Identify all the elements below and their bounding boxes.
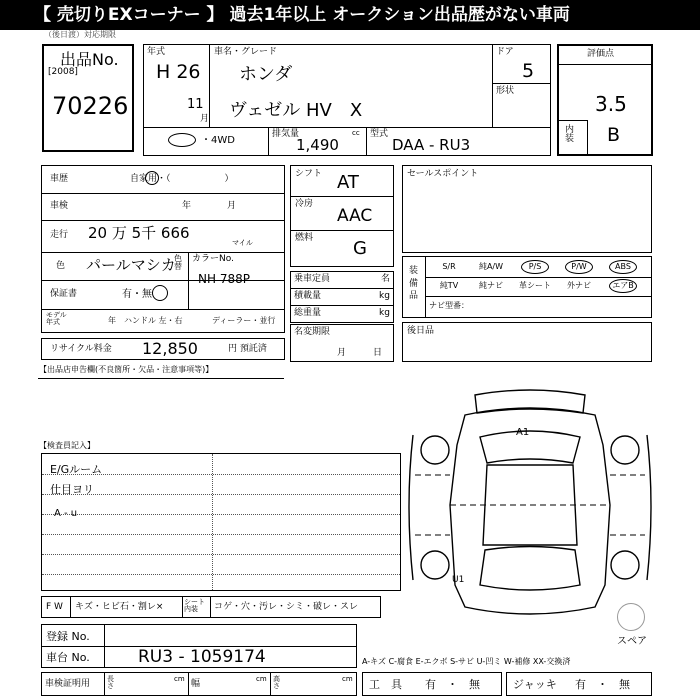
- recycle-unit: 円 預託済: [228, 344, 267, 354]
- lot-box: [42, 44, 134, 152]
- namechange-unit: 月 日: [337, 348, 383, 358]
- car-damage-diagram: [405, 385, 655, 630]
- door-label: ドア: [496, 47, 514, 57]
- later-box: [402, 322, 652, 362]
- colorno-label: カラーNo.: [192, 254, 234, 264]
- equip-ps: P/S: [528, 262, 542, 271]
- fuel-value: G: [353, 238, 367, 259]
- fw-label: F W: [46, 602, 63, 612]
- handle-label: ハンドル 左・右: [124, 316, 183, 325]
- abs-circle: [609, 260, 637, 274]
- tools-label: 工 具: [369, 678, 402, 691]
- inspector-note-1: E/Gルーム: [50, 463, 103, 476]
- pw-circle: [565, 260, 593, 274]
- type-value: DAA - RU3: [392, 136, 471, 154]
- length-label: 長さ: [107, 675, 114, 690]
- mileage-label: 走行: [50, 230, 69, 240]
- spec-box: [290, 165, 394, 267]
- dealer-label: ディーラー・並行: [212, 316, 276, 325]
- registration-label: 登録 No.: [46, 630, 90, 643]
- tools-box: [362, 672, 502, 696]
- sales-box: [402, 165, 652, 253]
- door-value: 5: [522, 60, 535, 82]
- score-label: 評価点: [587, 49, 615, 59]
- year-label: 年式: [147, 47, 166, 57]
- cert-label: 車検証明用: [45, 679, 91, 689]
- width-label: 幅: [191, 679, 201, 689]
- equip-abs: ABS: [615, 262, 631, 271]
- model-year-unit: 年: [108, 316, 116, 325]
- interior-label: 内装: [565, 125, 575, 144]
- history-opts: 自家用・（ ）: [130, 174, 234, 184]
- maker-value: ホンダ: [239, 64, 293, 85]
- color-label: 色: [56, 261, 66, 271]
- fuel-label: 燃料: [295, 233, 314, 243]
- damage-mark-u1: U1: [452, 575, 465, 585]
- load-label: 積載量: [294, 291, 322, 301]
- vehicle-details: [41, 165, 285, 333]
- ps-circle: [521, 260, 549, 274]
- later-label: 後日品: [407, 326, 435, 336]
- tools-options: 有 ・ 無: [425, 678, 480, 691]
- jack-box: [506, 672, 652, 696]
- inspection-label: 車検: [50, 201, 69, 211]
- month-value: 11: [187, 97, 204, 112]
- mileage-unit: マイル: [232, 239, 253, 247]
- recycle-value: 12,850: [142, 339, 198, 358]
- score-value: 3.5: [595, 92, 627, 116]
- inspection-units: 年 月: [182, 201, 237, 211]
- fw-seat-label: シート 内装: [184, 598, 205, 613]
- warranty-circle: [152, 285, 168, 301]
- equipment-label: 装備品: [409, 266, 419, 302]
- equip-airbag: エアB: [612, 281, 634, 290]
- disp-unit: cc: [352, 129, 360, 137]
- equip-sr: S/R: [442, 262, 456, 271]
- cut-top-label: （後日渡）対応期限: [44, 30, 116, 39]
- top-info-grid: [143, 44, 551, 156]
- month-unit: 月: [200, 114, 210, 124]
- drive-value: ・4WD: [201, 135, 235, 146]
- color-value: パールマシカ: [86, 256, 176, 274]
- warranty-opts: 有・無: [122, 289, 152, 300]
- equip-pw: P/W: [571, 262, 587, 271]
- height-unit: cm: [342, 675, 353, 683]
- equip-tv: 純TV: [439, 281, 459, 290]
- equip-aw: 純A/W: [478, 262, 504, 271]
- gross-unit: kg: [379, 308, 390, 318]
- cert-box: [41, 672, 357, 696]
- lot-label: 出品No.: [60, 50, 119, 69]
- interior-value: B: [607, 124, 621, 146]
- jack-options: 有 ・ 無: [575, 678, 630, 691]
- capacity-unit: 名: [381, 274, 391, 284]
- chassis-label: 車台 No.: [46, 651, 90, 664]
- jack-label: ジャッキ: [513, 678, 557, 691]
- spare-tire-icon: [617, 603, 645, 631]
- name-label: 車名・グレード: [214, 47, 278, 57]
- fw-row: [41, 596, 381, 618]
- inspector-label: 【検査員記入】: [39, 441, 95, 450]
- fwd-oval: [168, 133, 196, 147]
- load-unit: kg: [379, 291, 390, 301]
- private-circle: [145, 171, 159, 185]
- shift-label: シフト: [295, 169, 323, 179]
- displacement-value: 1,490: [296, 136, 339, 154]
- fw-interior-options: コゲ・穴・汚レ・シミ・破レ・スレ: [214, 602, 359, 612]
- width-unit: cm: [256, 675, 267, 683]
- equipment-box: [402, 256, 652, 318]
- banner: 【 売切りEXコーナー 】 過去1年以上 オークション出品歴がない車両: [0, 0, 700, 30]
- disp-label: 排気量: [272, 129, 300, 139]
- spare-label: スペア: [617, 636, 647, 647]
- year-value: H 26: [156, 61, 201, 83]
- fw-damage-options: キズ・ヒビ石・割レ×: [75, 602, 164, 612]
- inspector-note-2: 仕目ヨリ: [50, 483, 94, 496]
- colorno-value: NH 788P: [198, 272, 250, 286]
- namechange-label: 名変期限: [294, 327, 331, 337]
- inspector-notes-box: [41, 453, 401, 591]
- shape-label: 形状: [496, 86, 515, 96]
- warranty-label: 保証書: [50, 289, 78, 299]
- model-year-label: モデル年式: [46, 311, 67, 326]
- mileage-value: 20 万 5千 666: [88, 224, 190, 242]
- recycle-label: リサイクル料金: [50, 344, 112, 354]
- history-label: 車歴: [50, 174, 69, 184]
- inspector-note-3: A - u: [54, 508, 78, 519]
- navi-label: ナビ型番：: [429, 301, 469, 310]
- airbag-circle: [609, 279, 637, 293]
- weight-box: [290, 271, 394, 323]
- equip-navi: 純ナビ: [479, 281, 503, 290]
- recycle-box: [41, 338, 285, 360]
- sales-label: セールスポイント: [407, 169, 479, 179]
- type-label: 型式: [370, 129, 389, 139]
- damage-mark-a1: A1: [516, 427, 530, 438]
- length-unit: cm: [174, 675, 185, 683]
- registration-box: [41, 624, 357, 668]
- chassis-value: RU3 - 1059174: [138, 647, 266, 667]
- height-label: 高さ: [273, 675, 280, 690]
- score-box: [557, 44, 653, 156]
- gross-label: 総重量: [294, 308, 322, 318]
- damage-legend: A-キズ C-腐食 E-エクボ S-サビ U-凹ミ W-補修 XX-交換済: [362, 657, 571, 666]
- store-note-label: 【出品店申告欄(不良箇所・欠品・注意事項等)】: [39, 365, 214, 374]
- ac-label: 冷房: [295, 199, 314, 209]
- capacity-label: 乗車定員: [294, 274, 331, 284]
- equip-extnavi: 外ナビ: [567, 281, 591, 290]
- color-flags: 色替: [174, 254, 182, 271]
- namechange-box: [290, 324, 394, 362]
- lot-number: 70226: [52, 92, 129, 120]
- shift-value: AT: [337, 172, 359, 193]
- model-value: ヴェゼル HV X: [229, 100, 363, 121]
- ac-value: AAC: [337, 206, 373, 226]
- equip-leather: 革シート: [519, 281, 551, 290]
- lot-year-tag: [2008]: [48, 67, 78, 77]
